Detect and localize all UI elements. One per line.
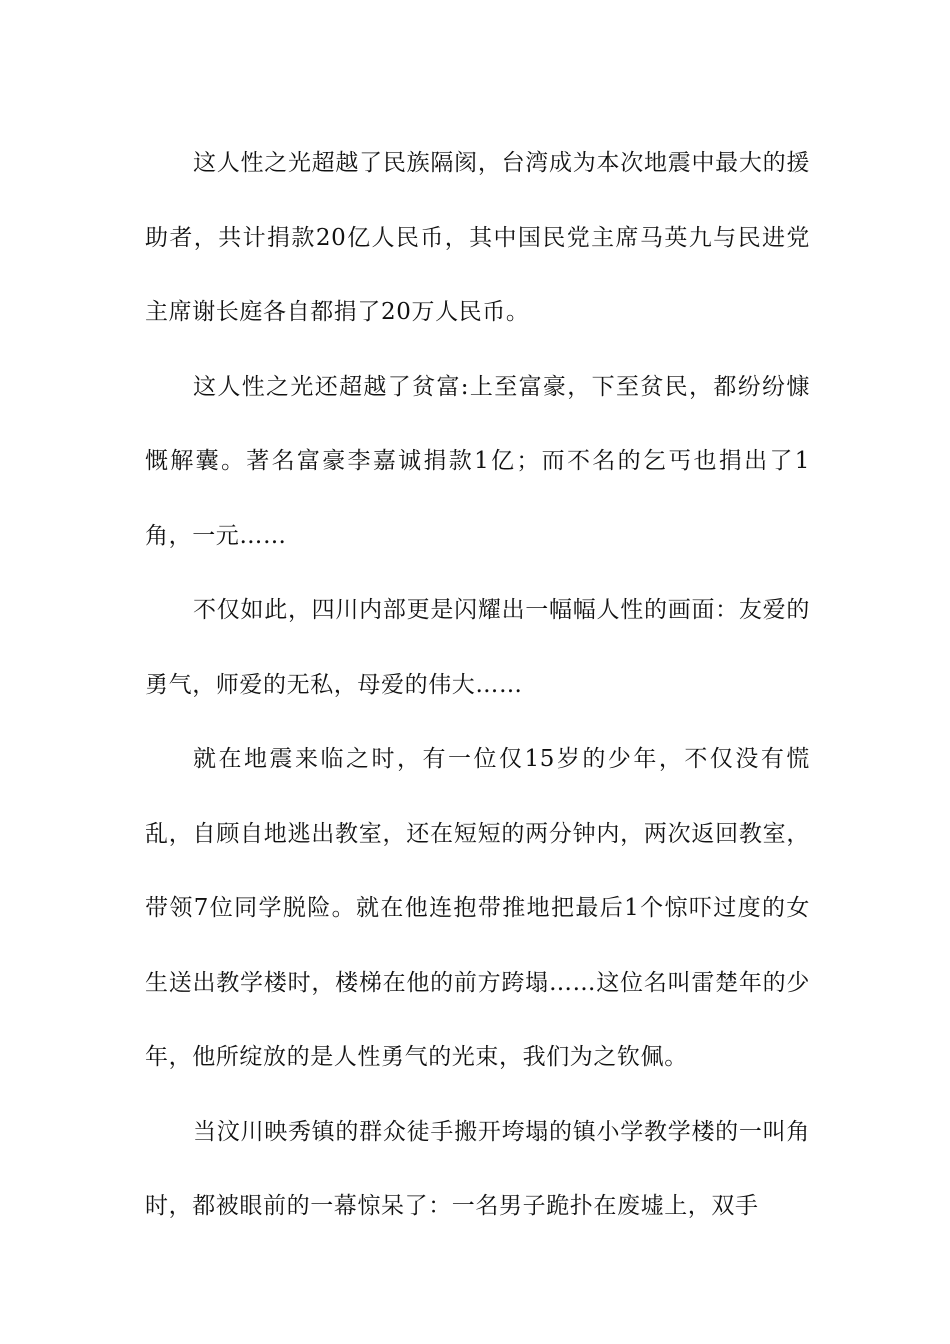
- paragraph-4: 就在地震来临之时，有一位仅15岁的少年，不仅没有慌乱，自顾自地逃出教室，还在短短的两分钟内，两次返回教室，带领7位同学脱险。就在他连抱带推地把最后1个惊吓过度的女生送出教学楼时，楼梯在他的前方跨塌……这位名叫雷楚年的少年，他所绽放的是人性勇气的光束，我们为之钦佩。: [145, 746, 810, 1070]
- paragraph-1: 这人性之光超越了民族隔阂，台湾成为本次地震中最大的援助者，共计捐款20亿人民币，其中国民党主席马英九与民进党主席谢长庭各自都捐了20万人民币。: [145, 150, 810, 325]
- paragraph-5: 当汶川映秀镇的群众徒手搬开垮塌的镇小学教学楼的一叫角时，都被眼前的一幕惊呆了：一名男子跪扑在废墟上，双手: [145, 1118, 810, 1219]
- paragraph-3: 不仅如此，四川内部更是闪耀出一幅幅人性的画面：友爱的勇气，师爱的无私，母爱的伟大……: [145, 597, 810, 698]
- document-body: [145, 126, 810, 1244]
- paragraph-2: 这人性之光还超越了贫富:上至富豪，下至贫民，都纷纷慷慨解囊。著名富豪李嘉诚捐款1亿；而不名的乞丐也捐出了1角，一元……: [145, 373, 810, 549]
